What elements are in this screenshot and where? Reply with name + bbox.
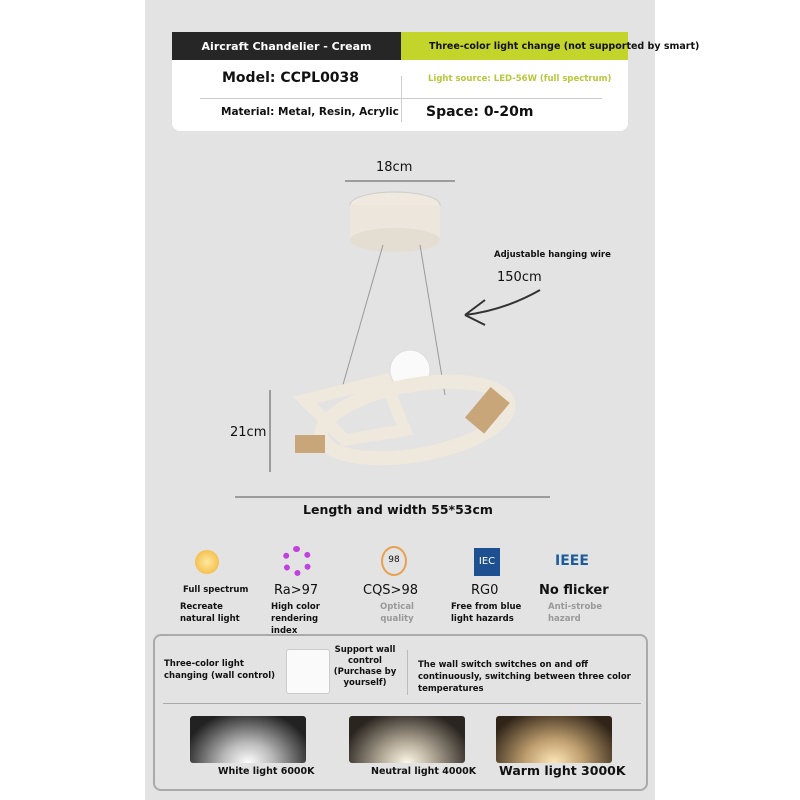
white-light-swatch [190,716,306,763]
feature-title: CQS>98 [363,583,418,598]
wire-length: 150cm [497,270,542,285]
divider [407,650,408,695]
canopy [350,228,440,252]
neutral-light-swatch [349,716,465,763]
feature-desc: High color rendering index [271,602,320,636]
arrow-icon [465,290,540,325]
chandelier-image [145,150,655,530]
control-label: Three-color light changing (wall control) [164,659,276,681]
control-panel [153,634,648,791]
sun-icon [195,550,219,574]
cqs-icon: 98 [381,546,407,576]
product-title: Aircraft Chandelier - Cream [172,32,401,60]
wire-label: Adjustable hanging wire [494,250,611,260]
feature-desc: Free from blue light hazards [451,602,522,624]
iec-logo: IEC [474,548,500,576]
canopy-width: 18cm [376,160,413,175]
feature-title: No flicker [539,583,609,598]
mode-label: White light 6000K [218,766,315,777]
wall-switch-icon [286,649,330,694]
divider [401,76,402,122]
model: Model: CCPL0038 [222,70,360,86]
tail [295,435,325,453]
size: Length and width 55*53cm [303,502,493,517]
wire [340,245,383,395]
divider [163,703,641,704]
feature-desc: Recreate natural light [180,602,240,624]
material: Material: Metal, Resin, Acrylic [221,106,399,118]
color-wheel-icon [282,546,312,576]
switch-note: Support wall control (Purchase by yourself) [333,645,397,688]
light-source: Light source: LED-56W (full spectrum) [428,74,612,84]
spec-card [172,32,700,131]
mode-label: Warm light 3000K [499,763,626,778]
feature-title: Full spectrum [183,585,249,595]
warm-light-swatch [496,716,612,763]
height: 21cm [230,425,267,440]
feature-desc: Anti-strobe hazard [548,602,603,624]
feature-title: RG0 [471,583,499,598]
ieee-logo: IEEE [555,553,589,569]
control-desc: The wall switch switches on and off continuously, switching between three color temperatures [418,660,631,694]
feature-banner: Three-color light change (not supported by smart) [401,32,628,60]
feature-desc: Optical quality [380,602,414,624]
space: Space: 0-20m [426,104,534,120]
feature-title: Ra>97 [274,583,319,598]
mode-label: Neutral light 4000K [371,766,477,777]
